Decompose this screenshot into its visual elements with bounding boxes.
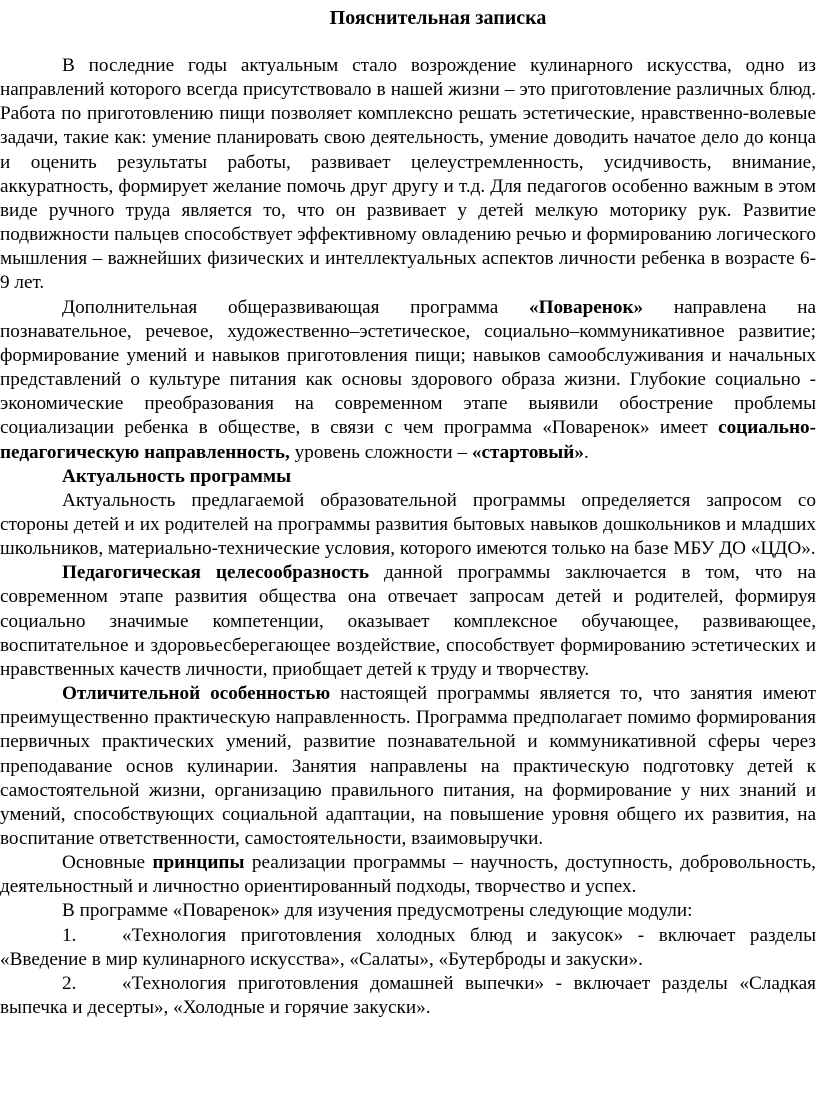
direction-bold: социально-педагогическую направленность,: [0, 417, 816, 463]
paragraph-intro: В последние годы актуальным стало возрождение кулинарного искусства, одно из направлений которого всегда присутствовало в нашей жизни – это приготовление различных блюд. Работа по приготовлению пищи позволяет комплексно решать эстетические, нравственно-волевые задачи, такие как: умение планировать свою деятельность, умение доводить начатое дело до конца и оценить результаты работы, развивает целеустремленность, усидчивость, внимание, аккуратность, формирует желание помочь друг другу и т.д. Для педагогов особенно важным в этом виде ручного труда является то, что он развивает у детей мелкую моторику рук. Развитие подвижности пальцев способствует эффективному овладению речью и формированию логического мышления – важнейших физических и интеллектуальных аспектов личности ребенка в возрасте 6-9 лет.: [0, 55, 816, 294]
paragraph-relevance: Актуальность предлагаемой образовательной программы определяется запросом со стороны детей и их родителей на программы развития бытовых навыков дошкольников и младших школьников, материально-технические условия, которого имеются только на базе МБУ ДО «ЦДО».: [0, 489, 816, 560]
program-name-bold: «Поваренок»: [529, 296, 644, 318]
text-run: реализации программы – научность, доступность, добровольность, деятельностный и личностно ориентированный подходы, творчество и успех.: [0, 852, 816, 898]
heading-relevance-text: Актуальность программы: [62, 465, 292, 487]
list-item: [0, 972, 816, 1020]
page-title: Пояснительная записка: [329, 7, 547, 29]
list-number: 1.: [62, 924, 77, 946]
list-item: [0, 924, 816, 972]
text-run: Дополнительная общеразвивающая программа: [62, 296, 530, 318]
text-run: данной программы заключается в том, что на современном этапе развития общества она отвечает запросам детей и родителей, формируя социально значимые компетенции, оказывает комплексное обучающее, развивающее, воспитательное и здоровьесберегающее воздействие, способствует формированию эстетических и нравственных качеств личности, приобщает детей к труду и творчеству.: [0, 562, 816, 680]
pedagogical-bold: Педагогическая целесообразность: [62, 562, 369, 584]
distinctive-bold: Отличительной особенностью: [62, 683, 331, 705]
document-body: [0, 54, 816, 1020]
paragraph-pedagogical: [0, 561, 816, 682]
text-run: уровень сложности –: [289, 441, 472, 463]
text-run: Основные: [62, 852, 153, 874]
paragraph-distinctive: [0, 682, 816, 851]
text-run: настоящей программы является то, что занятия имеют преимущественно практическую направленность. Программа предполагает помимо формирования первичных практических умений, развитие познавательной и коммуникативной сферы через преподавание основ кулинарии. Занятия направлены на практическую подготовку детей к самостоятельной жизни, организацию правильного питания, на формирование у них знаний и умений, способствующих социальной адаптации, на повышение уровня общего их развития, на воспитание ответственности, самостоятельности, взаимовыручки.: [0, 683, 816, 849]
paragraph-principles: [0, 851, 816, 899]
paragraph-program-direction: [0, 296, 816, 465]
text-run: направлена на познавательное, речевое, художественно–эстетическое, социально–коммуникативное развитие; формирование умений и навыков приготовления пищи; навыков самообслуживания и начальных представлений о культуре питания как основы здорового образа жизни. Глубокие социально - экономические преобразования на современном этапе выявили обострение проблемы социализации ребенка в обществе, в связи с чем программа «Поваренок» имеет: [0, 296, 816, 439]
list-number: 2.: [62, 972, 77, 994]
principles-bold: принципы: [152, 852, 245, 874]
level-bold: «стартовый»: [471, 441, 584, 463]
text-run: .: [583, 441, 589, 463]
heading-relevance: [0, 465, 816, 489]
list-text: «Технология приготовления домашней выпечки» - включает разделы «Сладкая выпечка и десерты», «Холодные и горячие закуски».: [0, 972, 816, 1019]
list-text: «Технология приготовления холодных блюд и закусок» - включает разделы «Введение в мир кулинарного искусства», «Салаты», «Бутерброды и закуски».: [0, 924, 816, 970]
paragraph-modules-intro: В программе «Поваренок» для изучения предусмотрены следующие модули:: [62, 900, 693, 922]
